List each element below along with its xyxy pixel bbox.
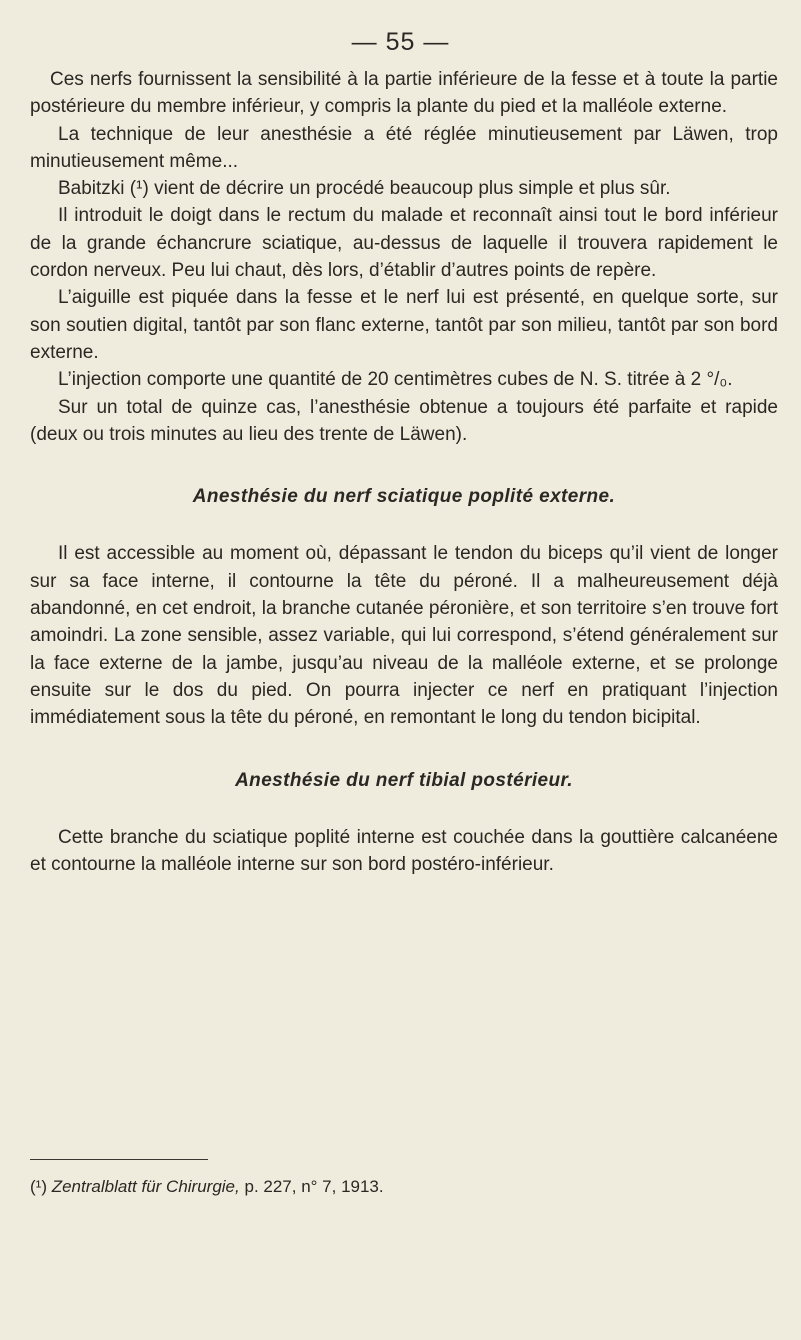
- paragraph: Ces nerfs fournissent la sensibilité à la partie inférieure de la fesse et à toute la partie postérieure du membre inférieur, y compris la plante du pied et la malléole externe.: [30, 69, 778, 118]
- body-text: [30, 66, 778, 878]
- paragraph: Sur un total de quinze cas, l’anesthésie obtenue a toujours été parfaite et rapide (deux ou trois minutes au lieu des trente de Läwen).: [30, 396, 778, 445]
- footnote-reference: p. 227, n° 7, 1913.: [244, 1177, 384, 1196]
- footnote-marker: (¹): [30, 1177, 47, 1196]
- section-heading: Anesthésie du nerf tibial postérieur.: [235, 769, 573, 791]
- paragraph: La technique de leur anesthésie a été réglée minutieusement par Läwen, trop minutieusement même...: [30, 123, 778, 172]
- page-number: — 55 —: [351, 28, 450, 56]
- footnote: [30, 1175, 778, 1199]
- paragraph: Babitzki (¹) vient de décrire un procédé beaucoup plus simple et plus sûr.: [58, 178, 671, 200]
- footnote-divider: [30, 1159, 208, 1160]
- footnote-journal: Zentralblatt für Chirurgie,: [51, 1177, 240, 1196]
- paragraph: L’aiguille est piquée dans la fesse et le nerf lui est présenté, en quelque sorte, sur son soutien digital, tantôt par son flanc externe, tantôt par son milieu, tantôt par son bord externe.: [30, 287, 778, 363]
- paragraph: Il est accessible au moment où, dépassant le tendon du biceps qu’il vient de longer sur sa face interne, il contourne la tête du péroné. Il a malheureusement déjà abandonné, en cet endroit, la branche cutanée péronière, et son territoire s’en trouve fort amoindri. La zone sensible, assez variable, qui lui correspond, s’étend généralement sur la face externe de la jambe, jusqu’au niveau de la malléole externe, et se prolonge ensuite sur le dos du pied. On pourra injecter ce nerf en pratiquant l’injection immédiatement sous la tête du péroné, en remontant le long du tendon bicipital.: [30, 543, 778, 729]
- section-heading: Anesthésie du nerf sciatique poplité externe.: [192, 486, 616, 508]
- paragraph: L’injection comporte une quantité de 20 centimètres cubes de N. S. titrée à 2 °/₀.: [58, 369, 733, 391]
- paragraph: Il introduit le doigt dans le rectum du malade et reconnaît ainsi tout le bord inférieur de la grande échancrure sciatique, au-dessus de laquelle il trouvera rapidement le cordon nerveux. Peu lui chaut, dès lors, d’établir d’autres points de repère.: [30, 205, 778, 282]
- paragraph: Cette branche du sciatique poplité interne est couchée dans la gouttière calcanéene et contourne la malléole interne sur son bord postéro-inférieur.: [30, 826, 778, 876]
